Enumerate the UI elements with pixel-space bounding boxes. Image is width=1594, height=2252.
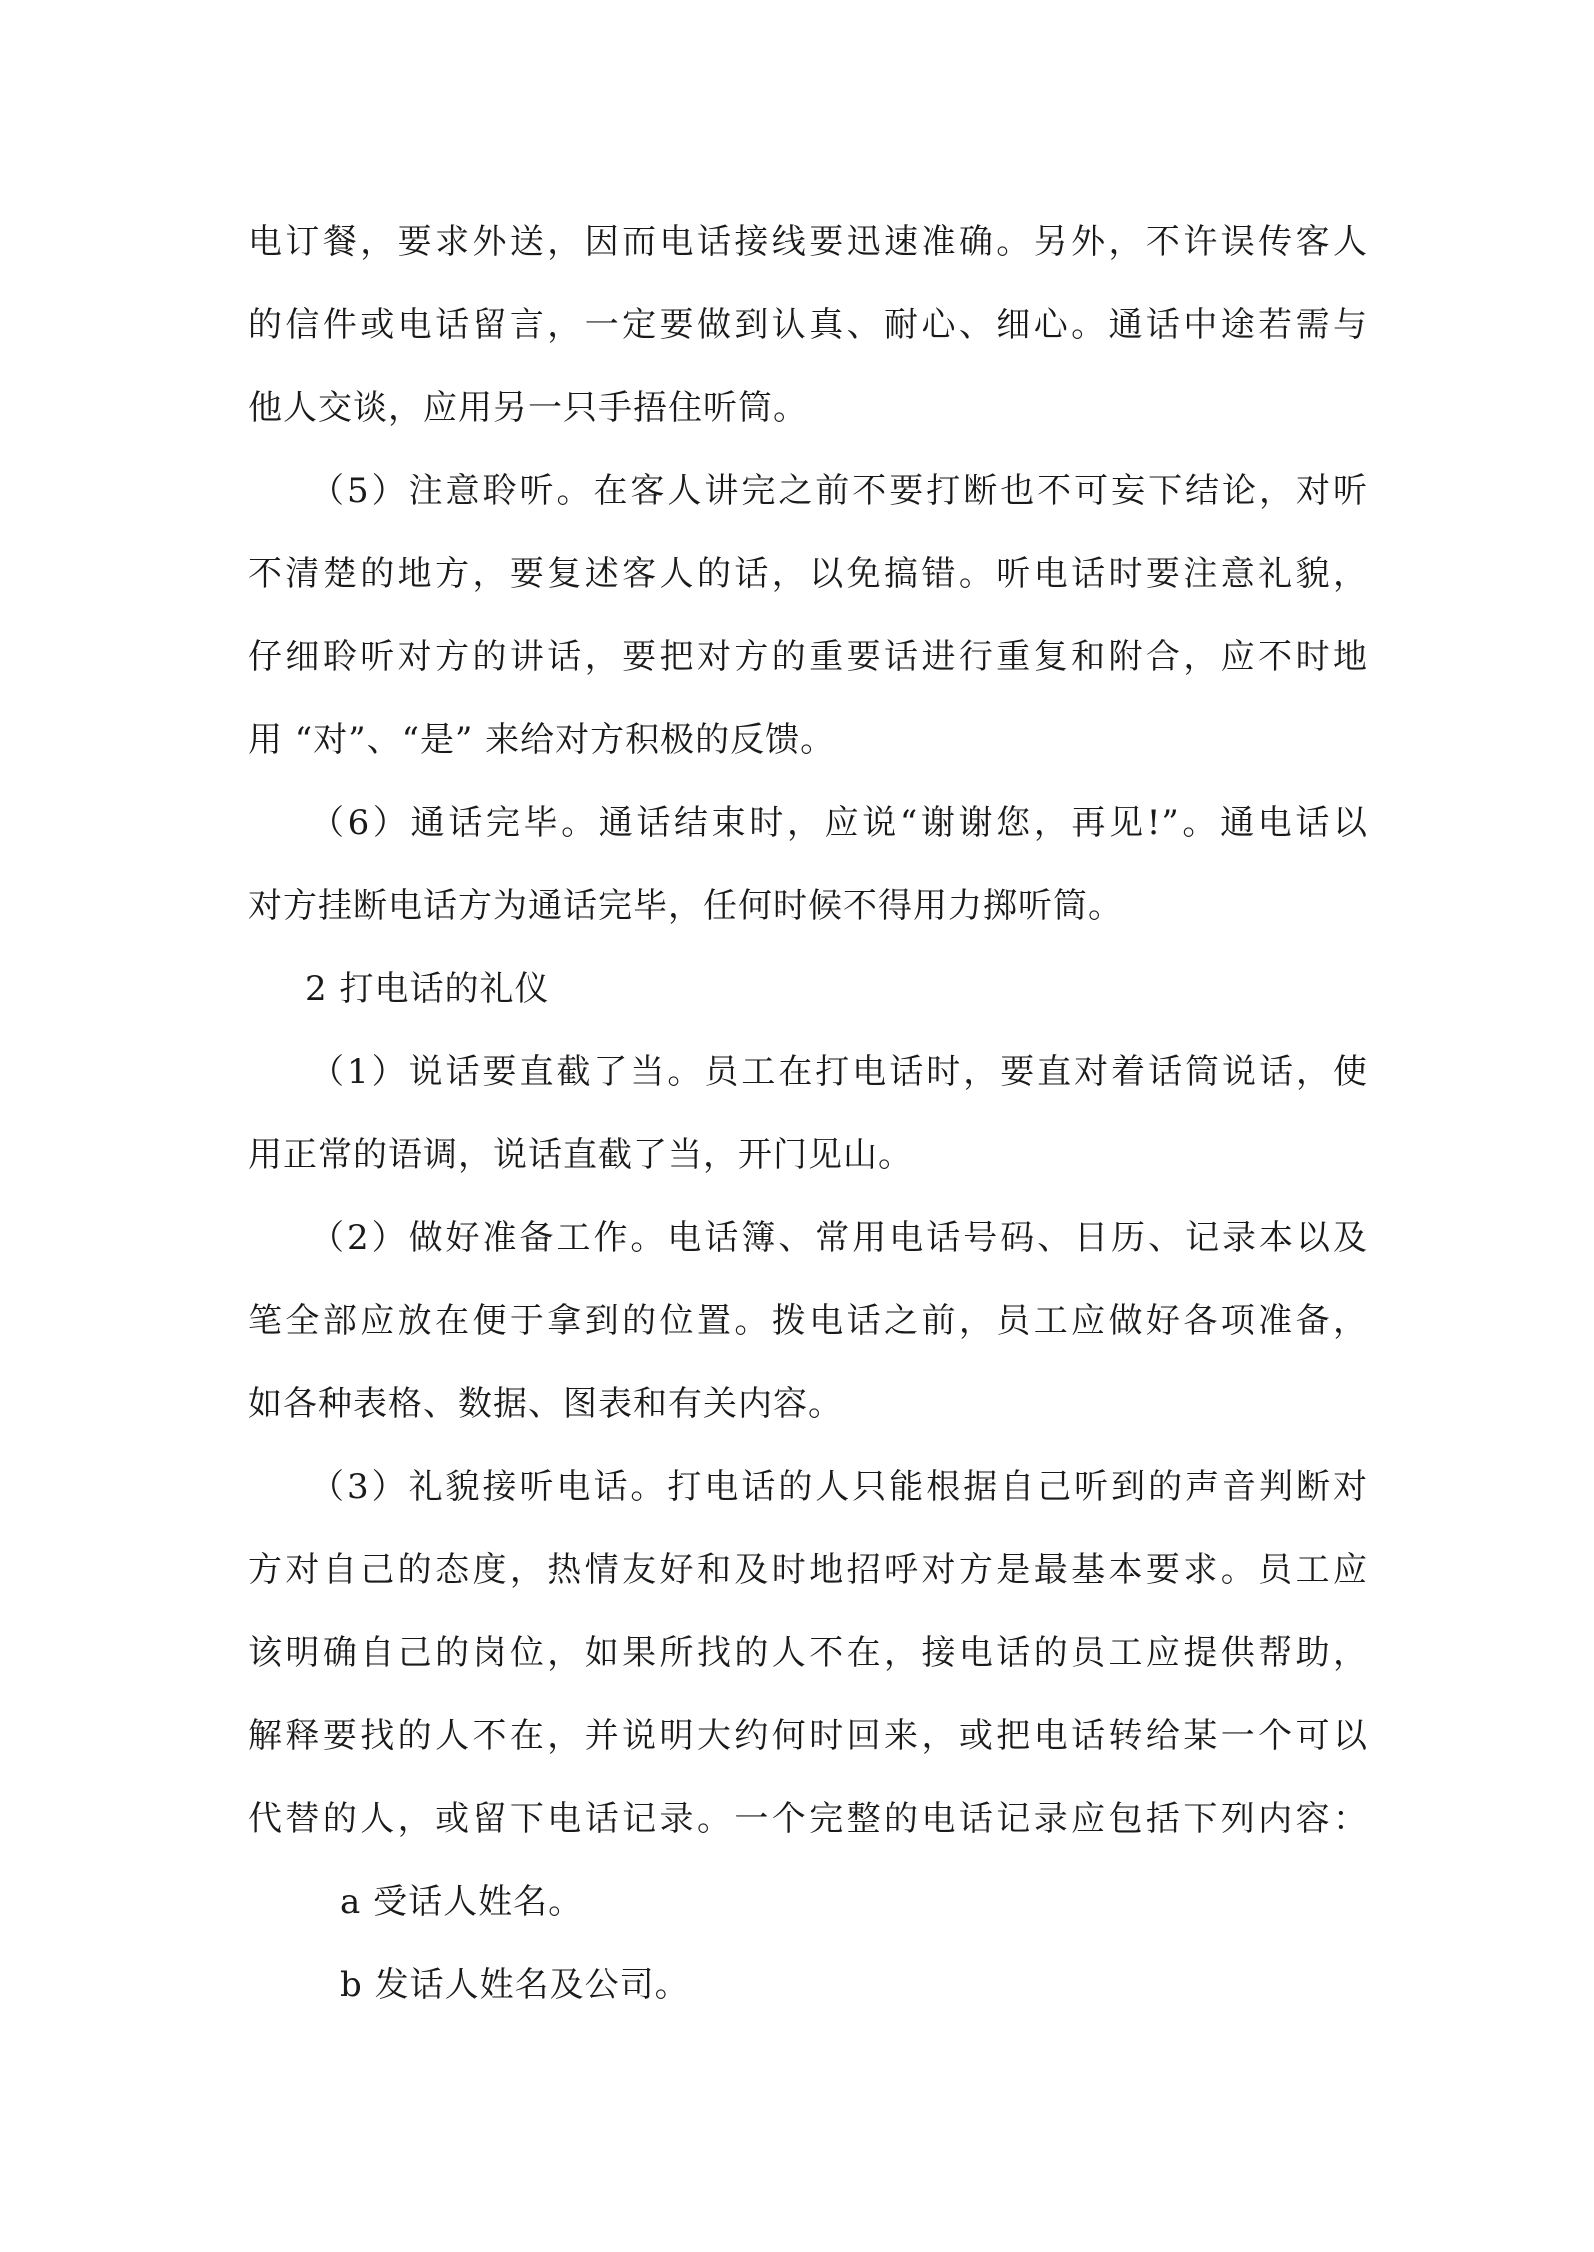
paragraph-line: 用正常的语调，说话直截了当，开门见山。 [248, 1135, 913, 1175]
paragraph-line: 他人交谈，应用另一只手捂住听筒。 [248, 388, 808, 428]
paragraph-line: （6）通话完毕。通话结束时，应说“谢谢您，再见!”。通电话以 [310, 803, 1368, 843]
list-item: a 受话人姓名。 [340, 1882, 584, 1922]
paragraph-line: 笔全部应放在便于拿到的位置。拨电话之前，员工应做好各项准备， [248, 1301, 1368, 1341]
paragraph-line: （1）说话要直截了当。员工在打电话时，要直对着话筒说话，使 [310, 1052, 1368, 1092]
paragraph-line: 方对自己的态度，热情友好和及时地招呼对方是最基本要求。员工应 [248, 1550, 1368, 1590]
paragraph-line: （2）做好准备工作。电话簿、常用电话号码、日历、记录本以及 [310, 1218, 1368, 1258]
paragraph-line: 如各种表格、数据、图表和有关内容。 [248, 1384, 843, 1424]
paragraph-line: （5）注意聆听。在客人讲完之前不要打断也不可妄下结论，对听 [310, 471, 1368, 511]
paragraph-line: 的信件或电话留言，一定要做到认真、耐心、细心。通话中途若需与 [248, 305, 1368, 345]
paragraph-line: 解释要找的人不在，并说明大约何时回来，或把电话转给某一个可以 [248, 1716, 1368, 1756]
section-heading: 2 打电话的礼仪 [305, 969, 550, 1009]
paragraph-line: 电订餐，要求外送，因而电话接线要迅速准确。另外，不许误传客人 [248, 222, 1368, 262]
list-item: b 发话人姓名及公司。 [340, 1965, 690, 2005]
paragraph-line: 代替的人，或留下电话记录。一个完整的电话记录应包括下列内容： [248, 1799, 1368, 1839]
paragraph-line: 不清楚的地方，要复述客人的话，以免搞错。听电话时要注意礼貌， [248, 554, 1368, 594]
paragraph-line: 对方挂断电话方为通话完毕，任何时候不得用力掷听筒。 [248, 886, 1123, 926]
paragraph-line: （3）礼貌接听电话。打电话的人只能根据自己听到的声音判断对 [310, 1467, 1368, 1507]
paragraph-line: 该明确自己的岗位，如果所找的人不在，接电话的员工应提供帮助， [248, 1633, 1368, 1673]
paragraph-line: 用 “对”、“是” 来给对方积极的反馈。 [248, 720, 836, 760]
paragraph-line: 仔细聆听对方的讲话，要把对方的重要话进行重复和附合，应不时地 [248, 637, 1368, 677]
